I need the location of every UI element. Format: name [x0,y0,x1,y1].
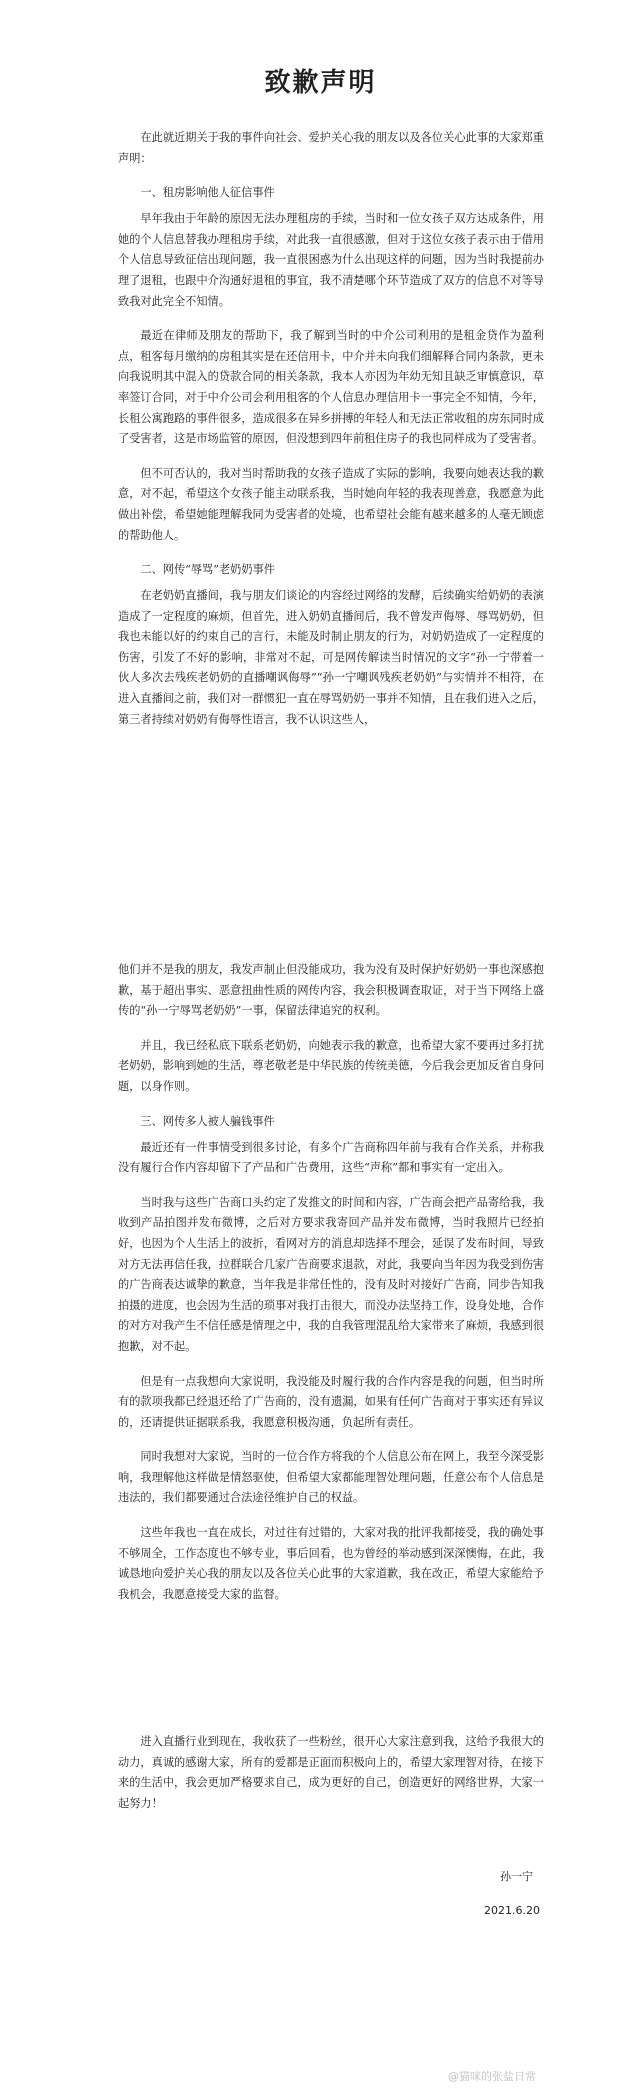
section-2-heading: 二、网传“辱骂”老奶奶事件 [140,563,275,577]
section-2-paragraph: 他们并不是我的朋友，我发声制止但没能成功，我为没有及时保护好奶奶一事也深感抱歉，基于超出事实、恶意扭曲性质的网传内容，我会积极调查取证，对于当下网络上盛传的“孙一宁辱骂老奶奶”一事，保留法律追究的权利。 [118,963,544,1018]
section-2-paragraph: 在老奶奶直播间，我与朋友们谈论的内容经过网络的发酵，后续确实给奶奶的表演造成了一定程度的麻烦，但首先，进入奶奶直播间后，我不曾发声侮辱、辱骂奶奶，但我也未能以好的约束自己的言行，未能及时制止朋友的行为，对奶奶造成了一定程度的伤害，引发了不好的影响，非常对不起，可是网传解读当时情况的文字“孙一宁带着一伙人多次去残疾老奶奶的直播嘲讽侮辱”“孙一宁嘲讽残疾老奶奶”与实情并不相符，在进入直播间之前，我们对一群惯犯一直在辱骂奶奶一事并不知情，且在我们进入之后，第三者持续对奶奶有侮辱性语言，我不认识这些人， [118,589,544,726]
section-1-paragraph: 早年我由于年龄的原因无法办理租房的手续，当时和一位女孩子双方达成条件，用她的个人信息替我办理租房手续，对此我一直很感激，但对于这位女孩子表示由于借用个人信息导致征信出现问题，我一直很困惑为什么出现这样的问题，因为当时我提前办理了退租，也跟中介沟通好退租的事宜，我不清楚哪个环节造成了双方的信息不对等导致我对此完全不知情。 [118,212,544,308]
statement-body-top [118,128,544,744]
section-1-heading: 一、租房影响他人征信事件 [140,186,275,200]
section-1-paragraph: 最近在律师及朋友的帮助下，我了解到当时的中介公司利用的是租金贷作为盈利点，租客每月缴纳的房租其实是在还信用卡，中介并未向我们细解释合同内条款，更未向我说明其中混入的贷款合同的相关条款，我本人亦因为年幼无知且缺乏审慎意识，草率签订合同，对于中介公司会利用租客的个人信息办理信用卡一事完全不知情，今年，长租公寓跑路的事件很多，造成很多在异乡拼搏的年轻人和无法正常收租的房东同时成了受害者，这是市场监管的原因，但没想到四年前租住房子的我也同样成为了受害者。 [118,329,544,446]
section-3-paragraph: 但是有一点我想向大家说明，我没能及时履行我的合作内容是我的问题，但当时所有的款项我都已经退还给了广告商的，没有遗漏，如果有任何广告商对于事实还有异议的，还请提供证据联系我，我愿意积极沟通，负起所有责任。 [118,1374,544,1429]
section-3-paragraph: 当时我与这些广告商口头约定了发推文的时间和内容，广告商会把产品寄给我，我收到产品拍图并发布微博，之后对方要求我寄回产品并发布微博，当时我照片已经拍好，也因为个人生活上的波折，看网对方的消息却选择不理会，延误了发布时间，导致对方无法再信任我，拉群联合几家广告商要求退款，对此，我要向当年因为我受到伤害的广告商表达诚挚的歉意，当年我是非常任性的，没有及时对接好广告商，同步告知我拍摄的进度，也会因为生活的琐事对我打击很大，而没办法坚持工作，设身处地，合作的对方对我产生不信任感是情理之中，我的自我管理混乱给大家带来了麻烦，我感到很抱歉，对不起。 [118,1195,544,1353]
signature-name: 孙一宁 [500,1870,533,1883]
statement-body-closing [118,1732,544,1828]
document-title: 致歉声明 [264,68,377,98]
section-3-heading: 三、网传多人被人骗钱事件 [140,1114,275,1128]
section-3-paragraph: 最近还有一件事情受到很多讨论，有多个广告商称四年前与我有合作关系，并称我没有履行合作内容却留下了产品和广告费用，这些“声称”都和事实有一定出入。 [118,1140,544,1175]
signature-date: 2021.6.20 [484,1904,540,1917]
watermark: @猫咪的张盐日常 [448,2070,536,2083]
section-3-paragraph: 同时我想对大家说，当时的一位合作方将我的个人信息公布在网上，我至今深受影响，我理解他这样做是情怒驱使，但希望大家都能理智处理问题，任意公布个人信息是违法的，我们都要通过合法途径维护自己的权益。 [118,1450,544,1505]
closing-paragraph: 进入直播行业到现在，我收获了一些粉丝，很开心大家注意到我，这给予我很大的动力，真诚的感谢大家，所有的爱都是正面而积极向上的，希望大家理智对待，在接下来的生活中，我会更加严格要求自己，成为更好的自己，创造更好的网络世界，大家一起努力！ [118,1735,544,1810]
section-3-paragraph: 这些年我也一直在成长，对过往有过错的，大家对我的批评我都接受，我的确处事不够周全，工作态度也不够专业，事后回看，也为曾经的举动感到深深懊悔，在此，我诚恳地向爱护关心我的朋友以及各位关心此事的大家道歉，我在改正，希望大家能给予我机会，我愿意接受大家的监督。 [118,1526,544,1601]
section-2-paragraph: 并且，我已经私底下联系老奶奶，向她表示我的歉意，也希望大家不要再过多打扰老奶奶，影响到她的生活，尊老敬老是中华民族的传统美德，今后我会更加反省自身问题，以身作则。 [118,1038,544,1093]
section-1-paragraph: 但不可否认的，我对当时帮助我的女孩子造成了实际的影响，我要向她表达我的歉意，对不起，希望这个女孩子能主动联系我，当时她向年轻的我表现善意，我愿意为此做出补偿，希望她能理解我同为受害者的处境，也希望社会能有越来越多的人毫无顾虑的帮助他人。 [118,466,544,542]
intro-paragraph: 在此就近期关于我的事件向社会、爱护关心我的朋友以及各位关心此事的大家郑重声明： [118,131,544,165]
statement-body-middle [118,960,544,1619]
